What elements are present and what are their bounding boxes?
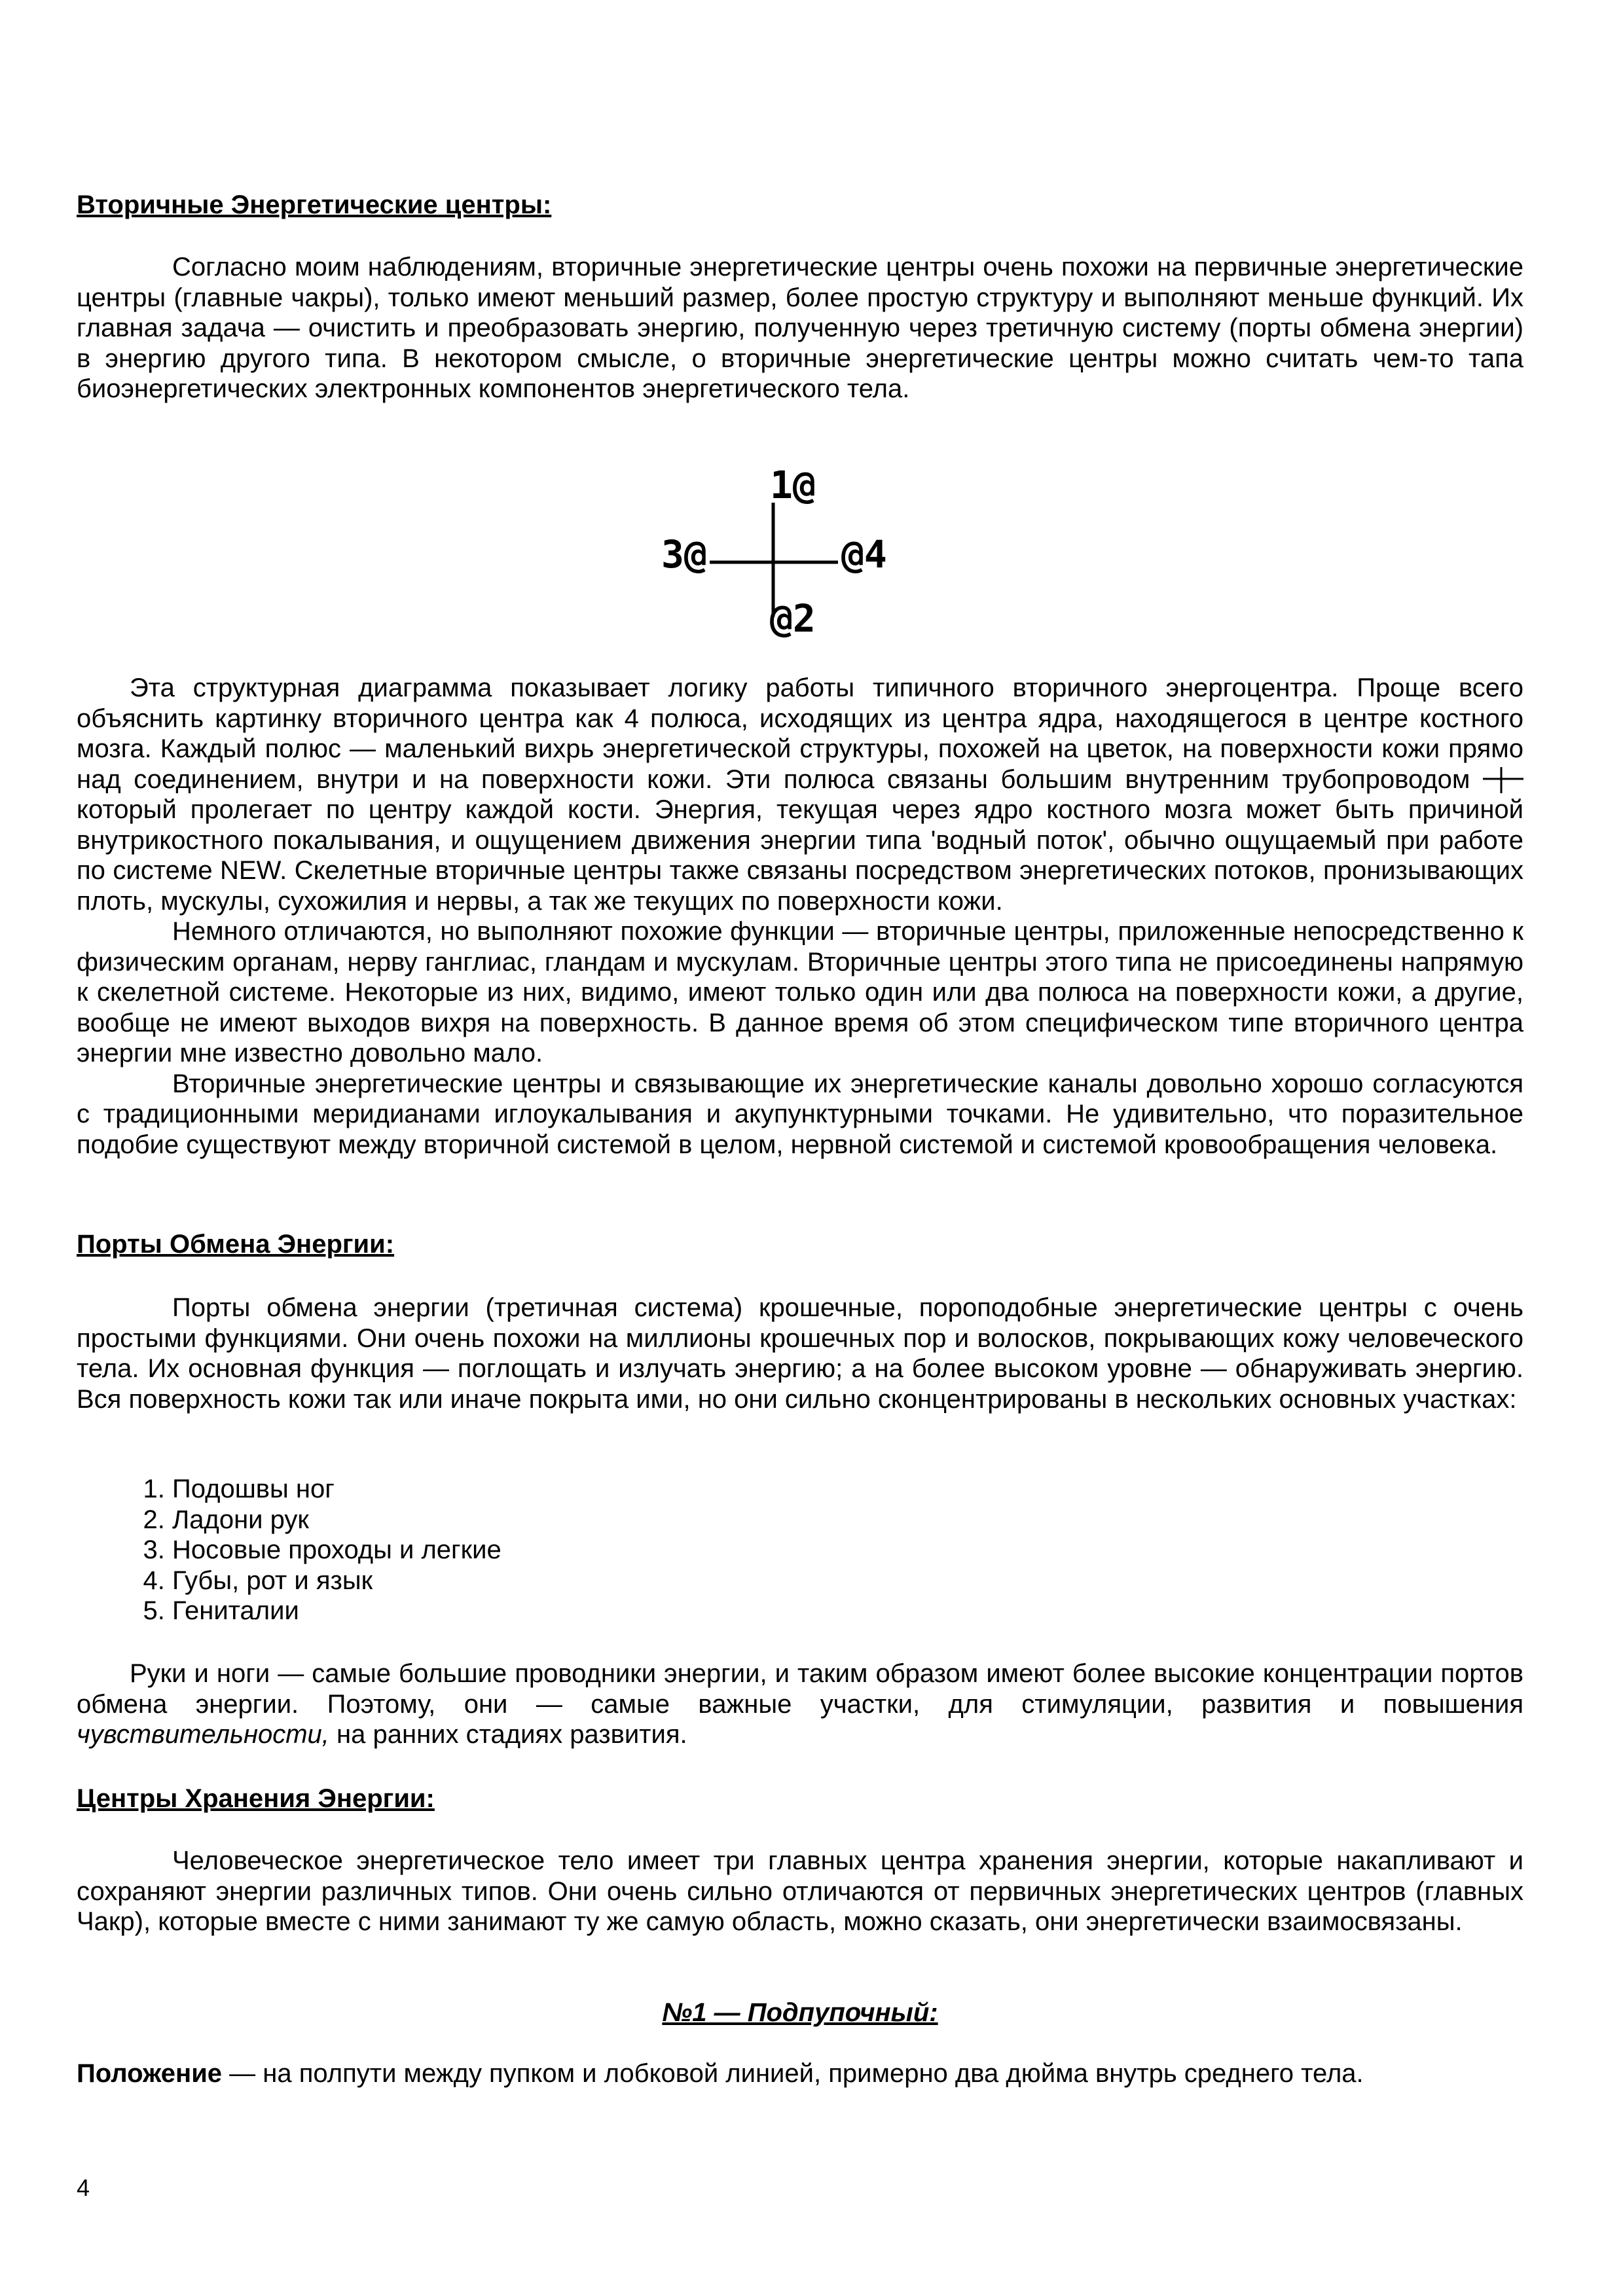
list-item: 1. Подошвы ног — [172, 1474, 1619, 1505]
heading-storage-centers: Центры Хранения Энергии: — [77, 1784, 435, 1813]
cross-symbol-icon — [1483, 767, 1523, 793]
paragraph: Человеческое энергетическое тело имеет три главных центра хранения энергии, которые накапливают и сохраняют энергии различных типов. Они очень сильно отличаются от первичных энергетических центров (главных Чакр), которые вместе с ними занимают ту же самую область, можно сказать, они энергетически взаимосвязаны. — [77, 1846, 1523, 1936]
paragraph: Немного отличаются, но выполняют похожие функции — вторичные центры, приложенные непосредственно к физическим органам, нерву ганглиас, гландам и мускулам. Вторичные центры этого типа не присоединены напрямую к скелетной системе. Некоторые из них, видимо, имеют только один или два полюса на поверхности кожи, а другие, вообще не имеют выходов вихря на поверхность. В данное время об этом специфическом типе вторичного центра энергии мне известно довольно мало. — [77, 917, 1523, 1067]
location-text: — на полпути между пупком и лобковой линией, примерно два дюйма внутрь среднего тела. — [222, 2059, 1364, 2088]
heading-secondary-centers: Вторичные Энергетические центры: — [77, 190, 552, 219]
energy-center-diagram — [655, 458, 917, 655]
paragraph: Вторичные энергетические центры и связывающие их энергетические каналы довольно хорошо согласуются с традиционными меридианами иглоукалывания и акупунктурными точками. Не удивительно, что поразительное подобие существуют между вторичной системой в целом, нервной системой и системой кровообращения человека. — [77, 1069, 1523, 1159]
heading-exchange-ports: Порты Обмена Энергии: — [77, 1230, 395, 1259]
page-number: 4 — [77, 2174, 90, 2201]
list-item: 5. Гениталии — [172, 1596, 1619, 1626]
secondary-body — [77, 673, 1523, 1160]
location-label: Положение — [77, 2059, 223, 2088]
pole-3-label: 3@ — [661, 532, 707, 577]
pole-1-label: 1@ — [770, 463, 816, 507]
paragraph-text: Руки и ноги — самые большие проводники энергии, и таким образом имеют более высокие концентрации портов обмена энергии. Поэтому, они — самые важные участки, для стимуляции, развития и повышения — [77, 1659, 1523, 1719]
paragraph-text: Эта структурная диаграмма показывает логику работы типичного вторичного энергоцентра. Проще всего объяснить картинку вторичного центра как 4 полюса, исходящих из центра ядра, находящегося в центре костного мозга. Каждый полюс — маленький вихрь энергетической структуры, похожей на цветок, на поверхности кожи прямо над соединением, внутри и на поверхности кожи. Эти полюса связаны большим внутренним трубопроводом — [77, 673, 1523, 794]
paragraph — [77, 1659, 1523, 1750]
list-item: 2. Ладони рук — [172, 1505, 1619, 1535]
paragraph-text: который пролегает по центру каждой кости. Энергия, текущая через ядро костного мозга может быть причиной внутрикостного покалывания, и ощущением движения энергии типа 'водный поток', обычно ощущаемый при работе по системе NEW. Скелетные вторичные центры также связаны посредством энергетических потоков, пронизывающих плоть, мускулы, сухожилия и нервы, а так же текущих по поверхности кожи. — [77, 795, 1523, 916]
pole-4-label: @4 — [841, 532, 887, 577]
subheading-center-1: №1 — Подпупочный: — [662, 1998, 938, 2027]
paragraph: Согласно моим наблюдениям, вторичные энергетические центры очень похожи на первичные энергетические центры (главные чакры), только имеют меньший размер, более простую структуру и выполняют меньше функций. Их главная задача — очистить и преобразовать энергию, полученную через третичную систему (порты обмена энергии) в энергию другого типа. В некотором смысле, о вторичные энергетические центры можно считать чем-то тапа биоэнергетических электронных компонентов энергетического тела. — [77, 253, 1523, 403]
list-item: 4. Губы, рот и язык — [172, 1566, 1619, 1596]
emphasis-text: чувствительности, — [77, 1720, 329, 1749]
pole-2-label: @2 — [770, 596, 816, 641]
list-item: 3. Носовые проходы и легкие — [172, 1535, 1619, 1566]
paragraph — [77, 673, 1523, 916]
ports-list — [77, 1474, 1619, 1626]
paragraph-text: на ранних стадиях развития. — [329, 1720, 687, 1749]
paragraph: Порты обмена энергии (третичная система) крошечные, пороподобные энергетические центры с очень простыми функциями. Они очень похожи на миллионы крошечных пор и волосков, покрывающих кожу человеческого тела. Их основная функция — поглощать и излучать энергию; а на более высоком уровне — обнаруживать энергию. Вся поверхность кожи так или иначе покрыта ими, но они сильно сконцентрированы в нескольких основных участках: — [77, 1293, 1523, 1414]
paragraph — [77, 2058, 1523, 2089]
